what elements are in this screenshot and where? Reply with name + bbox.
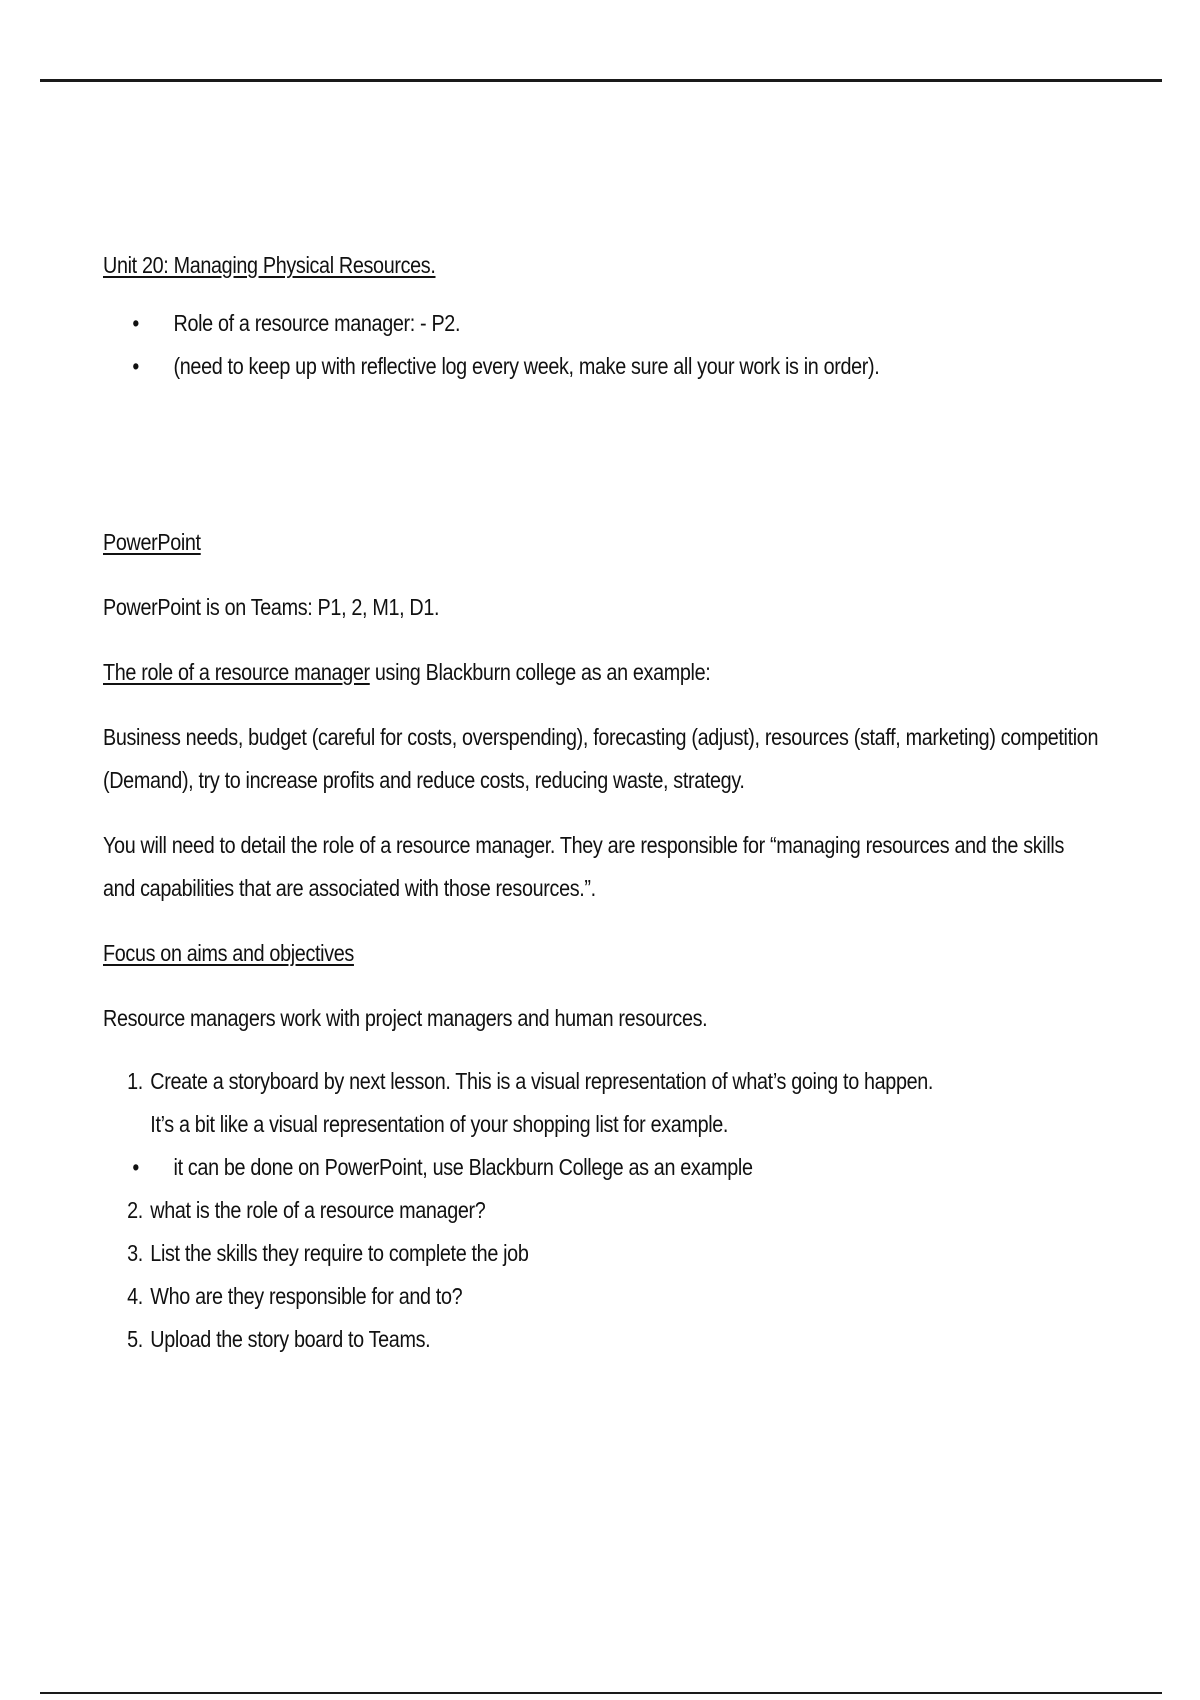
powerpoint-heading: PowerPoint [103, 529, 201, 555]
work-with-paragraph: Resource managers work with project managers and human resources. [103, 1005, 708, 1031]
item-text: what is the role of a resource manager? [150, 1197, 486, 1223]
list-item [103, 1189, 1101, 1232]
list-item [103, 1318, 1101, 1361]
bullet-icon: • [132, 1154, 139, 1180]
document-body [103, 244, 1101, 1361]
task-list [103, 1060, 1101, 1361]
detail-paragraph: You will need to detail the role of a resource manager. They are responsible for “managing resources and the skills and capabilities that are associated with those resources.”. [103, 832, 1065, 901]
item-number: 2. [127, 1197, 143, 1223]
item-number: 3. [127, 1240, 143, 1266]
role-rest-text: using Blackburn college as an example: [369, 659, 711, 685]
business-needs-paragraph: Business needs, budget (careful for costs, overspending), forecasting (adjust), resources (staff, marketing) competition (Demand), try to increase profits and reduce costs, reducing waste, strategy. [103, 724, 1099, 793]
list-item [103, 1232, 1101, 1275]
list-item [103, 1146, 1101, 1189]
top-rule [40, 79, 1162, 82]
bullet-text: Role of a resource manager: - P2. [173, 310, 461, 336]
bullet-text: (need to keep up with reflective log every week, make sure all your work is in order). [173, 353, 880, 379]
list-item [103, 1060, 1101, 1103]
bullet-icon: • [132, 353, 139, 379]
role-line [103, 651, 1101, 694]
item-text: List the skills they require to complete the job [150, 1240, 529, 1266]
role-link-text: The role of a resource manager [103, 659, 370, 685]
bullet-icon: • [132, 310, 139, 336]
intro-bullet-list [103, 302, 1101, 388]
item-text: It’s a bit like a visual representation of your shopping list for example. [150, 1111, 729, 1137]
item-number: 4. [127, 1283, 143, 1309]
unit-title: Unit 20: Managing Physical Resources. [103, 252, 436, 278]
item-text: Upload the story board to Teams. [150, 1326, 431, 1352]
item-number: 5. [127, 1326, 143, 1352]
list-item [103, 345, 1101, 388]
list-item [103, 302, 1101, 345]
list-item-continuation [103, 1103, 1101, 1146]
item-text: it can be done on PowerPoint, use Blackburn College as an example [173, 1154, 753, 1180]
list-item [103, 1275, 1101, 1318]
item-text: Who are they responsible for and to? [150, 1283, 463, 1309]
bottom-rule [40, 1692, 1162, 1694]
item-text: Create a storyboard by next lesson. This is a visual representation of what’s going to happen. [150, 1068, 934, 1094]
spacer [103, 388, 1101, 473]
powerpoint-note: PowerPoint is on Teams: P1, 2, M1, D1. [103, 594, 440, 620]
focus-heading: Focus on aims and objectives [103, 940, 354, 966]
item-number: 1. [127, 1068, 143, 1094]
